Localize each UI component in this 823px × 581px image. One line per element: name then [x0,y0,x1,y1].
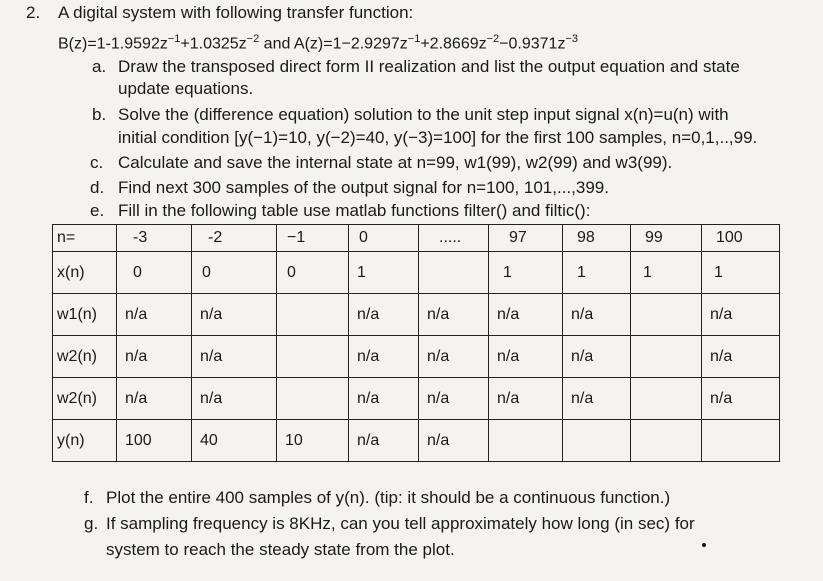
table-cell: n/a [563,336,631,378]
table-header-row [53,225,780,252]
table-row-w1 [53,294,780,336]
table-cell: 0 [277,252,349,294]
table-cell: n/a [419,294,489,336]
table-cell [631,420,702,462]
table-cell: n/a [563,378,631,420]
table-cell [419,252,489,294]
part-g-text: system to reach the steady state from the plot. [106,540,455,559]
table-cell: 1 [349,252,419,294]
part-d-label: d. [90,178,105,197]
part-d-text: Find next 300 samples of the output signal for n=100, 101,...,399. [118,178,609,197]
table-header-cell: −1 [277,225,349,252]
part-f-label: f. [84,488,94,507]
table-cell [702,420,780,462]
table-cell: n/a [563,294,631,336]
table-header-cell: ..... [419,225,489,252]
tf-exp: −3 [565,33,578,45]
question-number: 2. [26,3,41,22]
table-cell: n/a [192,378,277,420]
part-c-label: c. [90,153,104,172]
table-row-label: w1(n) [53,294,117,336]
table-cell: n/a [419,336,489,378]
table-cell [489,420,563,462]
table-cell: n/a [117,336,192,378]
table-cell: n/a [702,378,780,420]
table-header-cell: -2 [192,225,277,252]
table-cell: 100 [117,420,192,462]
table-cell: 0 [192,252,277,294]
table-cell: n/a [419,378,489,420]
table-row-x [53,252,780,294]
table-header-cell: 100 [702,225,780,252]
table-cell: 1 [489,252,563,294]
table-cell: n/a [489,378,563,420]
table-cell: n/a [349,378,419,420]
table-cell: n/a [702,294,780,336]
tf-exp: −2 [486,33,500,45]
part-e-text: Fill in the following table use matlab functions filter() and filtic(): [118,201,591,220]
table-header-cell: 97 [489,225,563,252]
part-f-text: Plot the entire 400 samples of y(n). (tip: it should be a continuous function.) [106,488,671,507]
table-header-cell: n= [53,225,117,252]
table-row-w2-dup [53,378,780,420]
table-cell: n/a [117,294,192,336]
table-cell [563,420,631,462]
table-cell [277,336,349,378]
table-cell: n/a [702,336,780,378]
table-cell: 40 [192,420,277,462]
table-cell: n/a [192,294,277,336]
part-b-text: Solve the (difference equation) solution to the unit step input signal x(n)=u(n) with [118,105,729,124]
part-b-label: b. [92,105,107,124]
table-row-label: w2(n) [53,336,117,378]
table-row-label: y(n) [53,420,117,462]
table-row-label: x(n) [53,252,117,294]
table-header-cell: 98 [563,225,631,252]
table-cell: 1 [563,252,631,294]
part-c-text: Calculate and save the internal state at n=99, w1(99), w2(99) and w3(99). [118,153,673,172]
table-cell: 10 [277,420,349,462]
tf-part: B(z)=1-1.9592z [58,35,168,53]
table-cell [277,294,349,336]
table-cell: n/a [192,336,277,378]
table-cell [631,378,702,420]
table-row-y [53,420,780,462]
part-g-text: If sampling frequency is 8KHz, can you tell approximately how long (in sec) for [106,514,695,533]
part-a-text: update equations. [118,79,254,98]
table-cell [631,336,702,378]
table-cell: n/a [349,294,419,336]
table-header-cell: 99 [631,225,702,252]
question-intro: A digital system with following transfer function: [58,3,414,22]
table-header-cell: 0 [349,225,419,252]
tf-exp: −2 [246,33,260,45]
table-cell: n/a [489,336,563,378]
tf-exp: −1 [167,33,181,45]
part-a-label: a. [92,57,107,76]
table-cell: n/a [349,336,419,378]
table-cell [631,294,702,336]
part-e-label: e. [90,201,105,220]
part-g-label: g. [84,514,99,533]
tf-part: +1.0325z [180,35,247,53]
table-cell: n/a [489,294,563,336]
table-cell: n/a [349,420,419,462]
table-cell: 0 [117,252,192,294]
tf-part: and A(z)=1−2.9297z [259,35,408,53]
table-row-w2 [53,336,780,378]
table-header-cell: -3 [117,225,192,252]
transfer-function [58,29,578,54]
table-cell [277,378,349,420]
table-cell: n/a [117,378,192,420]
table-row-label: w2(n) [53,378,117,420]
table-cell: 1 [631,252,702,294]
tf-part: +2.8669z [420,35,487,53]
ink-dot [702,543,706,547]
tf-exp: −1 [407,33,421,45]
table-cell: n/a [419,420,489,462]
part-a-text: Draw the transposed direct form II realization and list the output equation and state [118,57,740,76]
part-b-text: initial condition [y(−1)=10, y(−2)=40, y(−3)=100] for the first 100 samples, n=0,1,..,99. [118,128,758,147]
tf-part: −0.9371z [499,35,566,53]
table-cell: 1 [702,252,780,294]
state-table [52,224,780,462]
